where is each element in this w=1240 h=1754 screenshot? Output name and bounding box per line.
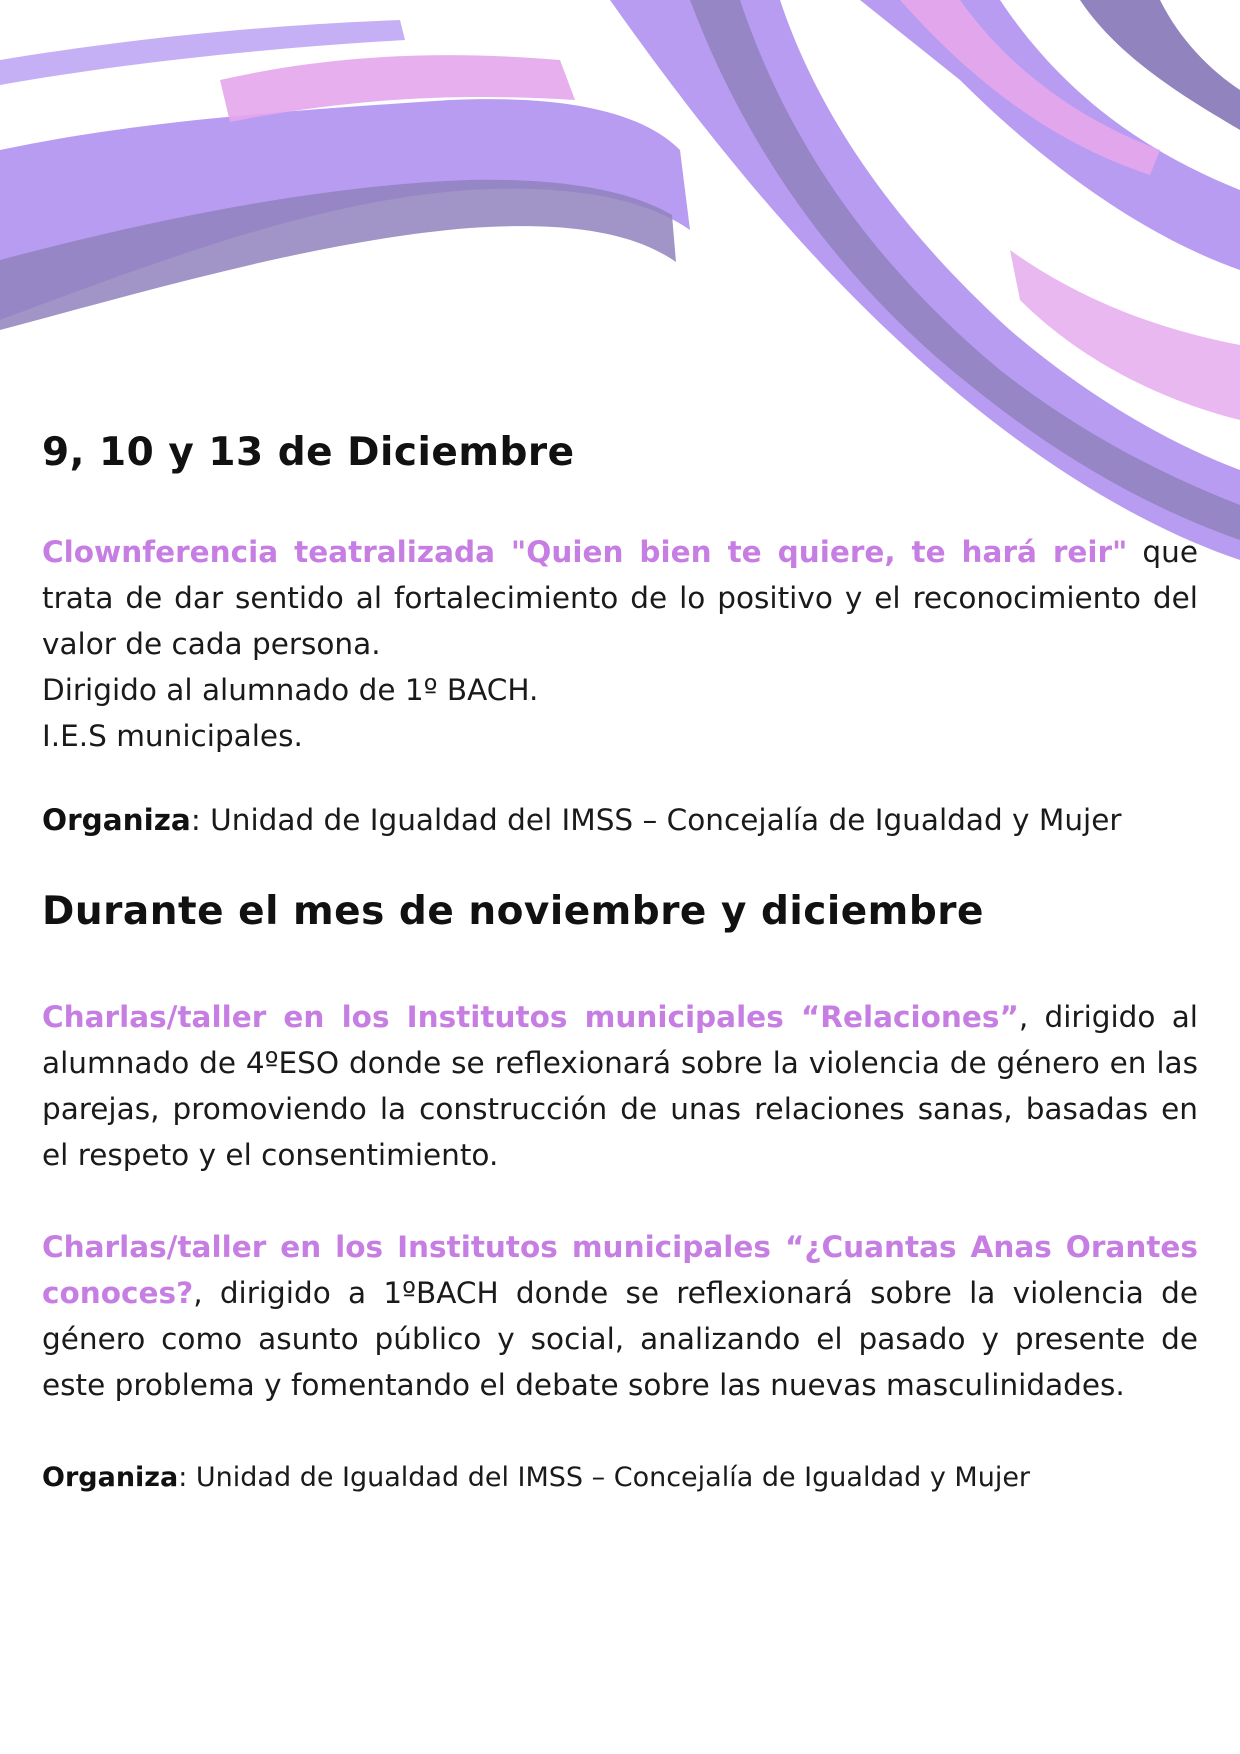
organiza-value: : Unidad de Igualdad del IMSS – Concejalía de Igualdad y Mujer [190, 802, 1122, 837]
workshop-relaciones-text: , dirigido al alumnado de 4ºESO donde se reflexionará sobre la violencia de género en las parejas, promoviendo la construcción de unas relaciones sanas, basadas en el respeto y el consentimiento. [42, 999, 1198, 1172]
organiza-label: Organiza [42, 1461, 179, 1493]
brush-stroke-right-dark [1080, 0, 1240, 130]
event-description-text: que trata de dar sentido al fortalecimiento de lo positivo y el reconocimiento del valor de cada persona. [42, 534, 1199, 661]
workshop-relaciones [42, 994, 1198, 1178]
section-2-heading: Durante el mes de noviembre y diciembre [42, 888, 984, 934]
event-title-quote: Quien bien te quiere, te hará reir [526, 534, 1113, 569]
workshop-anas-orantes [42, 1224, 1198, 1408]
event-venue: I.E.S municipales. [42, 718, 303, 753]
workshop-relaciones-title: Charlas/taller en los Institutos municipales “Relaciones” [42, 999, 1019, 1034]
event-audience: Dirigido al alumnado de 1º BACH. [42, 672, 539, 707]
workshop-anas-orantes-text: , dirigido a 1ºBACH donde se reflexionará sobre la violencia de género como asunto público y social, analizando el pasado y presente de este problema y fomentando el debate sobre las nuevas masculinidades. [42, 1275, 1198, 1402]
section-1-heading: 9, 10 y 13 de Diciembre [42, 430, 575, 475]
organiza-line-2 [42, 1458, 1198, 1498]
document-content [42, 430, 1198, 1498]
workshop-anas-orantes-title: Charlas/taller en los Institutos municipales “¿Cuantas Anas Orantes conoces? [42, 1229, 1198, 1310]
event-title-prefix: Clownferencia teatralizada " [42, 534, 527, 569]
event-title-close-quote: " [1112, 534, 1128, 569]
organiza-value: : Unidad de Igualdad del IMSS – Concejalía de Igualdad y Mujer [178, 1461, 1031, 1493]
organiza-label: Organiza [42, 802, 191, 837]
organiza-line-1 [42, 797, 1198, 843]
event-description [42, 529, 1198, 667]
